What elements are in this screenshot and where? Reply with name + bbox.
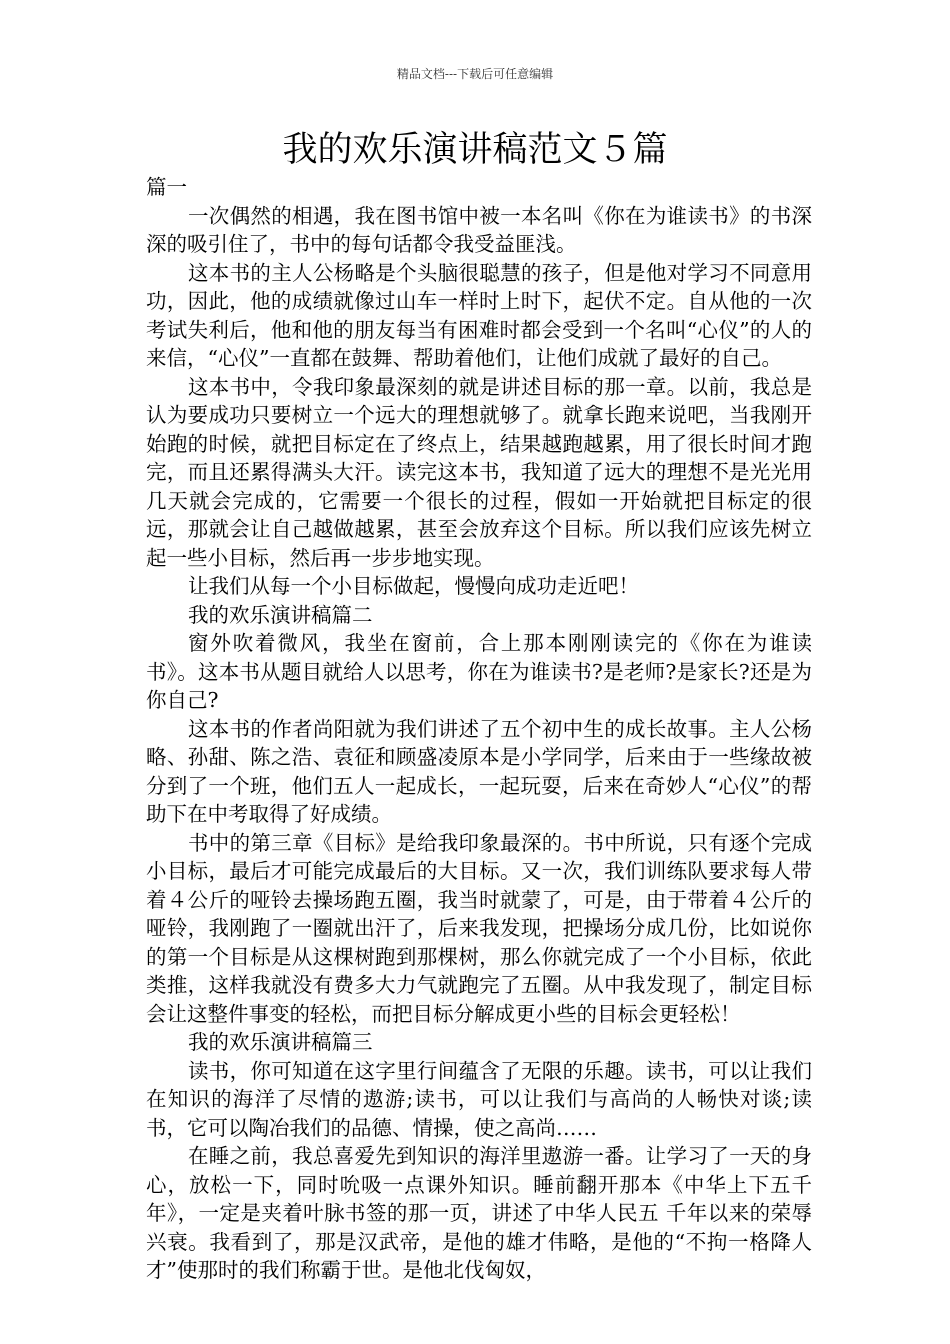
paragraph: 这本书中，令我印象最深刻的就是讲述目标的那一章。以前，我总是认为要成功只要树立一个远大的理想就够了。就拿长跑来说吧，当我刚开始跑的时候，就把目标定在了终点上，结果越跑越累，用了很长时间才跑完，而且还累得满头大汗。读完这本书，我知道了远大的理想不是光光用几天就会完成的，它需要一个很长的过程，假如一开始就把目标定的很远，那就会让自己越做越累，甚至会放弃这个目标。所以我们应该先树立起一些小目标，然后再一步步地实现。 <box>146 374 812 570</box>
paragraph: 这本书的主人公杨略是个头脑很聪慧的孩子，但是他对学习不同意用功，因此，他的成绩就像过山车一样时上时下，起伏不定。自从他的一次考试失利后，他和他的朋友每当有困难时都会受到一个名叫“心仪”的人的来信，“心仪”一直都在鼓舞、帮助着他们，让他们成就了最好的自己。 <box>146 260 812 370</box>
section-heading: 我的欢乐演讲稿篇三 <box>188 1030 373 1054</box>
paragraph: 窗外吹着微风，我坐在窗前，合上那本刚刚读完的《你在为谁读书》。这本书从题目就给人以思考，你在为谁读书?是老师?是家长?还是为你自己? <box>146 631 812 712</box>
page-header: 精品文档---下载后可任意编辑 <box>396 67 554 81</box>
paragraph: 这本书的作者尚阳就为我们讲述了五个初中生的成长故事。主人公杨略、孙甜、陈之浩、袁征和顾盛凌原本是小学同学，后来由于一些缘故被分到了一个班，他们五人一起成长，一起玩耍，后来在奇妙人“心仪”的帮助下在中考取得了好成绩。 <box>146 716 812 826</box>
section-label: 篇一 <box>146 175 187 199</box>
document-title: 我的欢乐演讲稿范文５篇 <box>282 130 668 170</box>
document-body <box>146 173 812 1285</box>
section-heading: 我的欢乐演讲稿篇二 <box>188 602 373 627</box>
paragraph: 在睡之前，我总喜爱先到知识的海洋里遨游一番。让学习了一天的身心，放松一下，同时吮吸一点课外知识。睡前翻开那本《中华上下五千年》，一定是夹着叶脉书签的那一页，讲述了中华人民五 千年以来的荣辱兴衰。我看到了，那是汉武帝，是他的雄才伟略，是他的“不拘一格降人才”使那时的我们称霸于世。是他北伐匈奴， <box>146 1144 812 1282</box>
paragraph: 一次偶然的相遇，我在图书馆中被一本名叫《你在为谁读书》的书深深的吸引住了，书中的每句话都令我受益匪浅。 <box>146 203 812 256</box>
paragraph: 让我们从每一个小目标做起，慢慢向成功走近吧！ <box>188 574 639 598</box>
paragraph: 读书，你可知道在这字里行间蕴含了无限的乐趣。读书，可以让我们在知识的海洋了尽情的遨游;读书，可以让我们与高尚的人畅快对谈;读书，它可以陶冶我们的品德、情操，使之高尚…… <box>146 1058 812 1140</box>
paragraph: 书中的第三章《目标》是给我印象最深的。书中所说，只有逐个完成小目标，最后才可能完成最后的大目标。又一次，我们训练队要求每人带着４公斤的哑铃去操场跑五圈，我当时就蒙了，可是，由于带着４公斤的哑铃，我刚跑了一圈就出汗了，后来我发现，把操场分成几份，比如说你的第一个目标是从这棵树跑到那棵树，那么你就完成了一个小目标，依此类推，这样我就没有费多大力气就跑完了五圈。从中我发现了，制定目标会让这整件事变的轻松，而把目标分解成更小些的目标会更轻松！ <box>146 830 812 1026</box>
